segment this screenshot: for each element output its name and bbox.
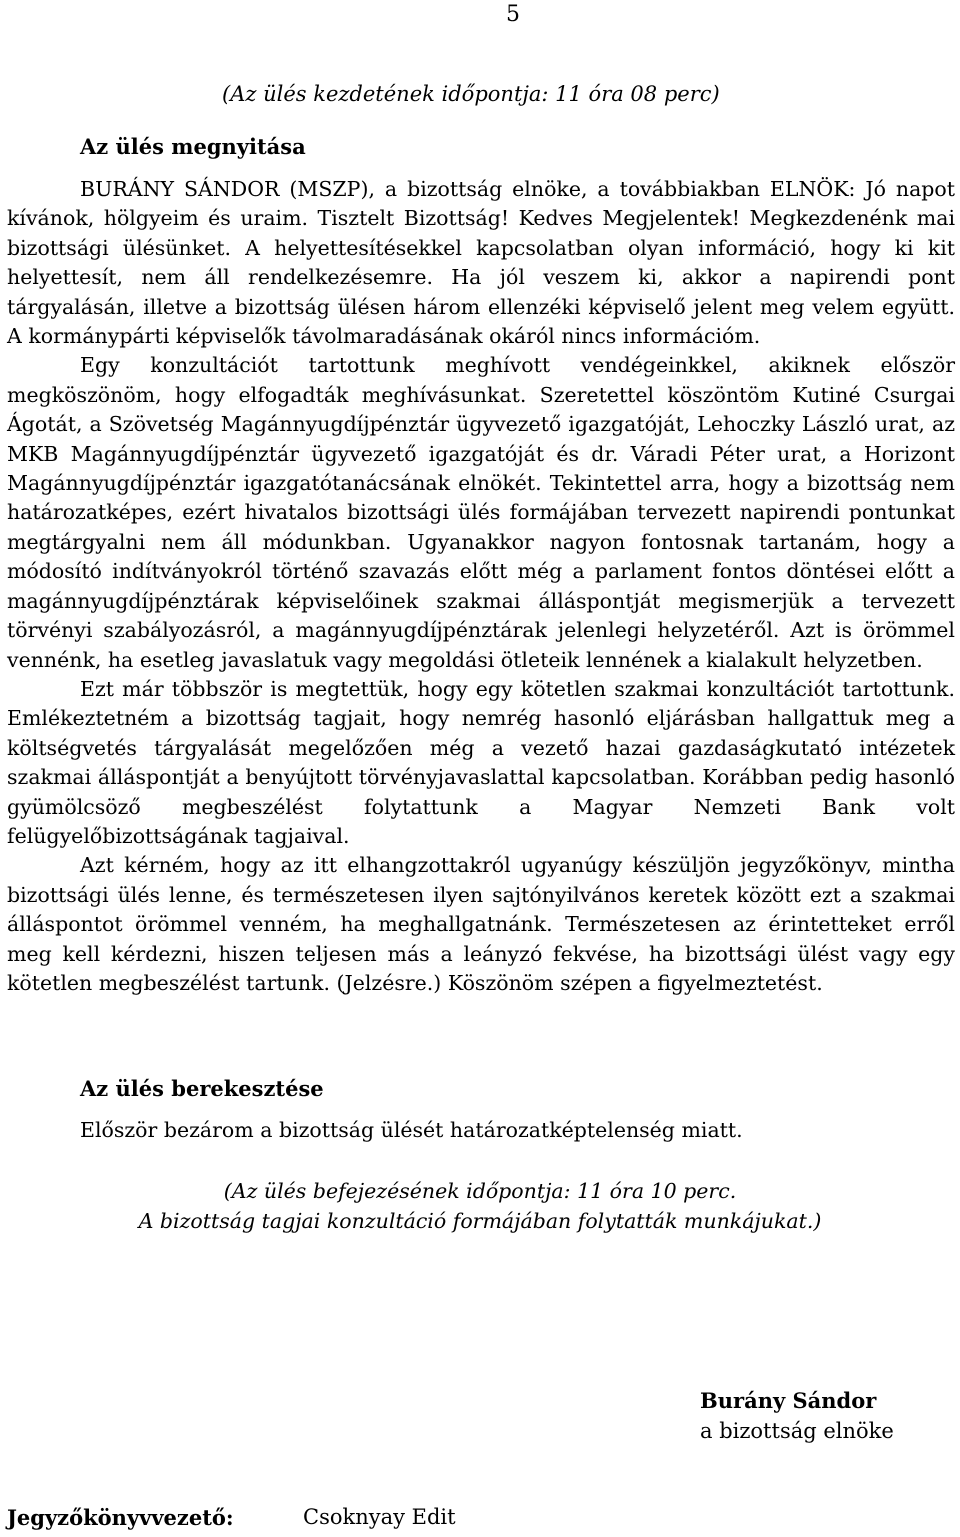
page-number: 5 — [506, 2, 520, 27]
session-end-time-line: (Az ülés befejezésének időpontja: 11 óra 10 perc. — [223, 1179, 737, 1203]
signatory-name: Burány Sándor — [700, 1388, 877, 1413]
paragraph: Azt kérném, hogy az itt elhangzottakról ugyanúgy készüljön jegyzőkönyv, mintha bizottsági ülés lenne, és természetesen ilyen sajtónyilvános keretek között ezt a szakmai álláspontot örömmel venném, ha meghallgatnánk. Természetesen az érintetteket erről meg kell kérdezni, hiszen teljesen más a leányzó fekvése, ha bizottsági ülést vagy egy kötetlen megbeszélést tartunk. (Jelzésre.) Köszönöm szépen a figyelmeztetést. — [7, 853, 955, 995]
signature-block — [700, 1386, 894, 1446]
section-heading-opening: Az ülés megnyitása — [80, 134, 306, 159]
recorder-label: Jegyzőkönyvvezető: — [7, 1505, 234, 1530]
session-start-time: (Az ülés kezdetének időpontja: 11 óra 08 perc) — [222, 82, 720, 106]
recorder-name: Csoknyay Edit — [303, 1505, 456, 1529]
signatory-title: a bizottság elnöke — [700, 1419, 894, 1443]
paragraph: Egy konzultációt tartottunk meghívott vendégeinkkel, akiknek először megköszönöm, hogy elfogadták meghívásunkat. Szeretettel köszöntöm Kutiné Csurgai Ágotát, a Szövetség Magánnyugdíjpénztár ügyvezető igazgatóját, Lehoczky László urat, az MKB Magánnyugdíjpénztár ügyvezető igazgatóját és dr. Váradi Péter urat, a Horizont Magánnyugdíjpénztár igazgatótanácsának elnökét. Tekintettel arra, hogy a bizottság nem határozatképes, ezért hivatalos bizottsági ülés formájában tervezett napirendi pontunkat megtárgyalni nem áll módunkban. Ugyanakkor nagyon fontosnak tartanám, hogy a módosító indítványokról történő szavazás előtt még a parlament fontos döntései előtt a magánnyugdíjpénztárak képviselőinek szakmai álláspontját megismerjük a tervezett törvényi szabályozásról, a magánnyugdíjpénztárak jelenlegi helyzetéről. Azt is örömmel vennénk, ha esetleg javaslatuk vagy megoldási ötleteik lennének a kialakult helyzetben. — [7, 353, 955, 672]
session-end-note-line: A bizottság tagjai konzultáció formájában folytatták munkájukat.) — [138, 1209, 822, 1233]
session-end-time — [0, 1176, 960, 1236]
section-heading-closing: Az ülés berekesztése — [80, 1076, 324, 1101]
paragraph: BURÁNY SÁNDOR (MSZP), a bizottság elnöke, a továbbiakban ELNÖK: Jó napot kívánok, hölgyeim és uraim. Tisztelt Bizottság! Kedves Megjelentek! Megkezdenénk mai bizottsági ülésünket. A helyettesítésekkel kapcsolatban olyan információ, hogy ki kit helyettesít, nem áll rendelkezésemre. Ha jól veszem ki, akkor a napirendi pont tárgyalásán, illetve a bizottság ülésen három ellenzéki képviselő jelent meg velem együtt. A kormánypárti képviselők távolmaradásának okáról nincs információm. — [7, 177, 955, 349]
closing-statement: Először bezárom a bizottság ülését határozatképtelenség miatt. — [80, 1118, 743, 1142]
minutes-body — [7, 175, 955, 998]
recorder-line — [7, 1505, 456, 1530]
paragraph: Ezt már többször is megtettük, hogy egy kötetlen szakmai konzultációt tartottunk. Emlékeztetném a bizottság tagjait, hogy nemrég hasonló eljárásban hallgattuk meg a költségvetés tárgyalását megelőzően még a vezető hazai gazdaságkutató intézetek szakmai álláspontját a benyújtott törvényjavaslattal kapcsolatban. Korábban pedig hasonló gyümölcsöző megbeszélést folytattunk a Magyar Nemzeti Bank volt felügyelőbizottságának tagjaival. — [7, 676, 955, 848]
